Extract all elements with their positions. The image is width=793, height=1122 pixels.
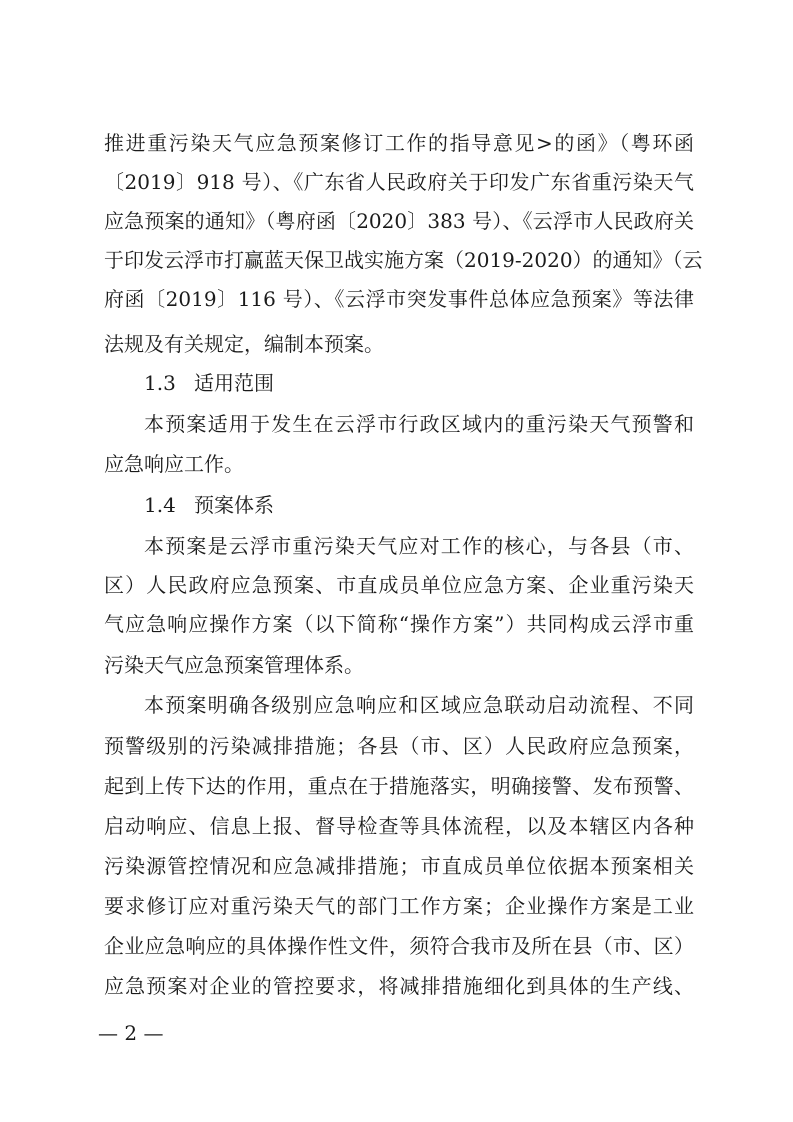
body-text-line: 企业应急响应的具体操作性文件，须符合我市及所在县（市、区） bbox=[104, 934, 694, 958]
body-text-line: 预警级别的污染减排措施；各县（市、区）人民政府应急预案， bbox=[104, 734, 694, 758]
section-heading-1-3 bbox=[144, 364, 544, 403]
page-number: — 2 — bbox=[98, 1021, 164, 1045]
body-text-line: 区）人民政府应急预案、市直成员单位应急方案、企业重污染天 bbox=[104, 573, 694, 597]
body-text-line: 应急预案对企业的管控要求，将减排措施细化到具体的生产线、 bbox=[104, 974, 694, 998]
body-text-line: 于印发云浮市打赢蓝天保卫战实施方案（2019-2020）的通知》（云 bbox=[104, 248, 703, 272]
section-number: 1.3 bbox=[144, 371, 176, 395]
body-text-line: 本预案明确各级别应急响应和区域应急联动启动流程、不同 bbox=[144, 693, 694, 717]
section-title: 适用范围 bbox=[194, 371, 274, 395]
body-text-line: 应急预案的通知》（粤府函〔2020〕383 号）、《云浮市人民政府关 bbox=[104, 209, 694, 233]
body-text-line: 本预案适用于发生在云浮市行政区域内的重污染天气预警和 bbox=[144, 412, 694, 436]
body-text-line: 法规及有关规定，编制本预案。 bbox=[104, 332, 384, 356]
body-text-line: 推进重污染天气应急预案修订工作的指导意见>的函》（粤环函 bbox=[104, 131, 694, 155]
section-title: 预案体系 bbox=[194, 493, 274, 517]
section-number: 1.4 bbox=[144, 493, 176, 517]
body-text-line: 起到上传下达的作用，重点在于措施落实，明确接警、发布预警、 bbox=[104, 774, 694, 798]
body-text-line: 污染天气应急预案管理体系。 bbox=[104, 653, 364, 677]
body-text-line: 污染源管控情况和应急减排措施；市直成员单位依据本预案相关 bbox=[104, 854, 694, 878]
body-text-line: 本预案是云浮市重污染天气应对工作的核心，与各县（市、 bbox=[144, 534, 694, 558]
body-text-line: 府函〔2019〕116 号）、《云浮市突发事件总体应急预案》等法律 bbox=[104, 287, 694, 311]
body-text-line: 启动响应、信息上报、督导检查等具体流程，以及本辖区内各种 bbox=[104, 814, 694, 838]
body-text-line: 要求修订应对重污染天气的部门工作方案；企业操作方案是工业 bbox=[104, 894, 694, 918]
body-text-line: 〔2019〕918 号）、《广东省人民政府关于印发广东省重污染天气 bbox=[104, 170, 694, 194]
body-text-line: 应急响应工作。 bbox=[104, 452, 244, 476]
body-text-line: 气应急响应操作方案（以下简称“操作方案”）共同构成云浮市重 bbox=[104, 612, 694, 636]
section-heading-1-4 bbox=[144, 486, 544, 525]
